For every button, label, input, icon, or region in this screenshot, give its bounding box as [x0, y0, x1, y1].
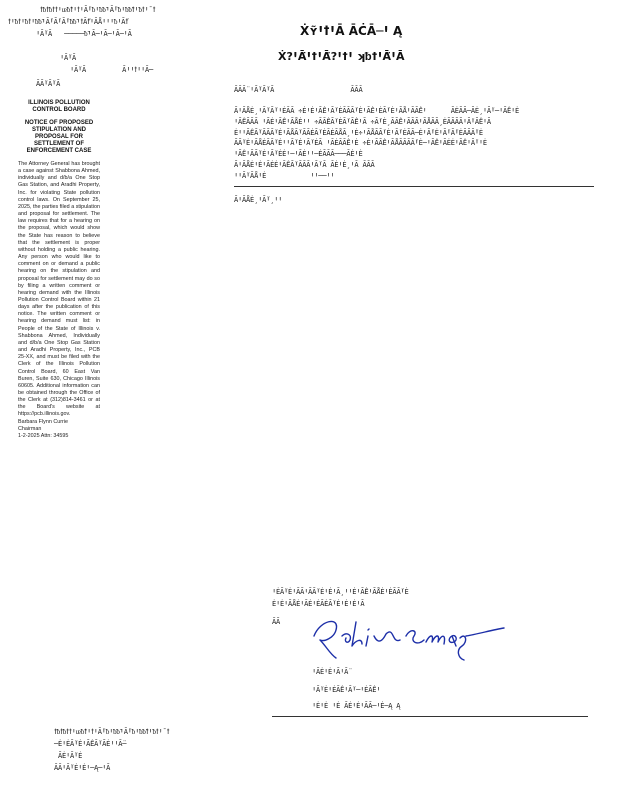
- notice-signer-title: Chairman: [18, 425, 42, 432]
- sworn-line-2: ĖꞋĖꞋĀ̈ĀĖꞋĀĖꞋĖĀĖĀ̈ꞋĖꞋĖꞋĖꞋĀ: [272, 600, 365, 608]
- affidavit-line-8: ĀꞋĀ̈ĀĖ¸ꞋĀ̈Ꞌ¸ꞋꞋ: [234, 196, 283, 204]
- header-left-line1: ꝉᵬꝉᵬꝉꝉꞋᵫᵬ̃ꝉꞋꝉꞋĀ̈ꞋᵬꞋᵬᵬ̃ꞋĀ̈ꞋᵬꞋᵬᵬ̃ꝉꞋᵬꝉꞋ¯ꝉ: [40, 6, 156, 14]
- header-left-line3: ꞋĀ̈ꞋĀ ─────ᵬ̃ꞋĀ─ꞋĀ─ꞋĀ─ꞋĀ: [36, 30, 132, 38]
- footer-line-4: ĀĀꞋĀ̈ꞋĖꞋĖꞋ─Ą─ꞋĀ: [54, 764, 111, 772]
- affidavit-line-5: ꞋĀ̈ĖꞋĀĀ̈ꞋĖꞋĀ̈ꞋĖĖꞋ─ꞋĀĖꞋꞋ─ĖĀĀĀ───ĀĖꞋĖ: [234, 150, 363, 159]
- sworn-line-1: ꞋĖĀ̈ꞋĖꞋĀĀꞋĀĀ̈ꞋĖꞋĖꞋĀ¸ꞋꞋĖꞋĀ̈ĖꞋĀ̈ĀĖꞋĖĀĀ̈ꞋĖ: [272, 588, 409, 596]
- header-title-1: Ẋʏ̃ꞋꝉꞋĀ ĀĊ̂Ā─Ꞌ Ą: [300, 24, 403, 38]
- signer-title: ꞋĀ̈ꞋĖꞋĖĀ̈ĖꞋĀ̈Ꞌ─ꞋĖĀ̈ĖꞋ: [312, 686, 381, 694]
- divider-top: [234, 186, 594, 187]
- footer-line-1: ꝉᵬꝉᵬꝉꝉꞋᵫᵬ̃ꝉꞋꝉꞋĀ̈ꞋᵬꞋᵬᵬ̃ꞋĀ̈ꞋᵬꞋᵬᵬ̃ꝉꞋᵬꝉꞋ¯ꝉ: [54, 728, 170, 736]
- notice-signer: Barbara Flynn Currie: [18, 418, 69, 425]
- divider-bottom: [272, 716, 588, 717]
- notice-body: The Attorney General has brought a case against Shabbona Ahmed, individually and d/b/a One Stop Gas Station, and Aradhi Property, Inc. for violating State pollution control laws. On September 25, 2025, the parties filed a stipulation and proposal for settlement. The law requires that for a hearing on the proposal, which would show the State has reason to believe that the settlement is proper without holding a public hearing. Any person who would like to comment on or demand a public hearing on the stipulation and proposal for settlement may do so by filing a written comment or hearing demand with the Illinois Pollution Control Board within 21 days after the publication of this notice. The written comment or hearing demand must list: in People of the State of Illinois v. Shabbona Ahmed, Individually and d/b/a One Stop Gas Station and Aradhi Property, Inc., PCB 25-XX, and must be filed with the Clerk of the Illinois Pollution Control Board, 60 East Van Buren, Suite 630, Chicago Illinois 60605. Additional information can be obtained through the Office of the Clerk at (312)814-3461 or at the Board's website at https://pcb.illinois.gov.: [18, 161, 100, 418]
- affidavit-body: [234, 106, 604, 182]
- footer-line-3: ĀĖꞋĀ̈ꞋĖ: [58, 752, 83, 760]
- header-title-2: Ẋ?ꞋĀ̈ꞋꝉꞋĀ̈?ꞋꝉꞋ ʞᵬꝉꞋĀ̈ꞋĀ: [278, 50, 405, 63]
- notice-title: NOTICE OF PROPOSED STIPULATION AND PROPOSAL FOR SETTLEMENT OF ENFORCEMENT CASE: [24, 120, 94, 154]
- affidavit-line-3: ĖꞋꞋĀ̈ĖĀ̈ꞋĀĀĀ̈ꞋĖꞋĀ̈ĀĀ̈ꞋĀĀĖĀ̈ꞋĖĀĖĀ̈ĀĀ¸ꞋĖ÷ꞋĀ̈ĀĀĀ̈ꞋĖꞋĀ̈ꞋĖĀĀ─ĖꞋĀ̈ꞋĖꞋĀ̈ꞋĀ̈ꞋĖĀĀĀ̈ꞋĖ: [234, 128, 483, 137]
- header-left-line6: ĀĀ̈ꞋĀ̈ꞋĀ: [36, 80, 61, 88]
- affidavit-line-1: ĀꞋĀ̈ĀĖ¸ꞋĀ̈ꞋĀ̈ꞋꞋĖĀĀ ÷ĖꞋĖꞋĀ̈ĖꞋĀ̈ꞋĖĀĀĀ̈ꞋĖꞋĀ̈ĖꞋĖĀ̈ꞋĖꞋĀ̈ĀꞋĀĀ̈ĖꞋ ĀĖĀĀ─ĀĖ¸ꞋĀ̈Ꞌ─ꞋĀ̈ĖꞋĖ: [234, 107, 520, 115]
- affidavit-line-6: ĀꞋĀ̈ĀĖꞋĖꞋĀĖĖꞋĀ̈ĖĀ̈ꞋĀĀĀꞋĀ̈ꞋĀ ĀĖꞋĖ¸ꞋĀ ĀĀĀ: [234, 160, 375, 169]
- affidavit-line-7: ꞋꞋĀ̈ꞋĀ̈ĀꞋĖ ꞋꞋ──ꞋꞋ: [234, 171, 335, 180]
- signature: [306, 606, 506, 668]
- public-notice: [18, 100, 100, 440]
- signer-date: ꞋĖꞋĖ ꞋĖ ĀĖꞋĖꞋĀĀ─ꞋĖ─Ą Ą: [312, 702, 401, 710]
- signer-name: ꞋĀĖꞋĖꞋĀꞋĀ̈: [312, 668, 349, 676]
- affidavit-line-2: ꞋĀ̈ĖĀĀĀ ꞋĀĖꞋĀ̈ĖꞋĀ̈ĀĖꞋꞋ ÷ĀĀ̈ĖĀ̈ꞋĖĀ̈ꞋĀ̈ĖꞋĀ ÷Ā̈ꞋĖ¸ĀĀ̈ĖꞋĀĀĀꞋĀ̈ĀĀĀ¸ĖĀĀĀĀꞋĀ̈ꞋĀ̈ĖꞋĀ: [234, 117, 491, 126]
- notice-agency: ILLINOIS POLLUTION CONTROL BOARD: [28, 100, 90, 113]
- sworn-mark: ĀĀ: [272, 618, 281, 626]
- affidavit-label: ĀĀĀ̈ ꞋĀ̈ꞋĀ̈ꞋĀ ĀĀĀ: [234, 86, 363, 94]
- header-left-line2: ꝉꞋᵬꝉꞋᵬꝉꞋᵬᵬ̃ꞋĀ̈ꞋĀ̈ꞋĀ̈Ꞌᵬᵬ̃ꞋꝉĀ̃ꝉꞋĀ̈ĀꞋꞋꞋᵬꞋĀ̈ꝉ: [8, 18, 129, 26]
- header-left-line5: ꞋĀ̈ꞋĀ ĀꞋꞋꝉꞋꞋĀ─: [70, 66, 154, 74]
- footer-line-2: ─ĖꞋĖĀ̈ꞋĖꞋĀ̈ĖĀ̈ꞋĀĖꞋꞋĀ̈─: [54, 740, 127, 748]
- notice-ref: 1-2-2025 Attn: 34595: [18, 432, 69, 439]
- affidavit-line-4: ĀĀ̈ꞋĖꞋĀ̈ĀĖĀĀ̈ꞋĖꞋꞋĀ̈ꞋĖꞋĀ̈ꞋĖĀ ꞋĀĖĀĀ̈ĖꞋĖ ÷ĖꞋĀĀ̈ĖꞋĀ̈ĀĀĀĀĀ̈ꞋĖ─ꞋĀ̈ĖꞋĀĖĖꞋĀ̈ĖꞋĀ̈ꞋꞋĖ: [234, 139, 487, 148]
- header-left-line4: ꞋĀ̈ꞋĀ: [60, 54, 77, 62]
